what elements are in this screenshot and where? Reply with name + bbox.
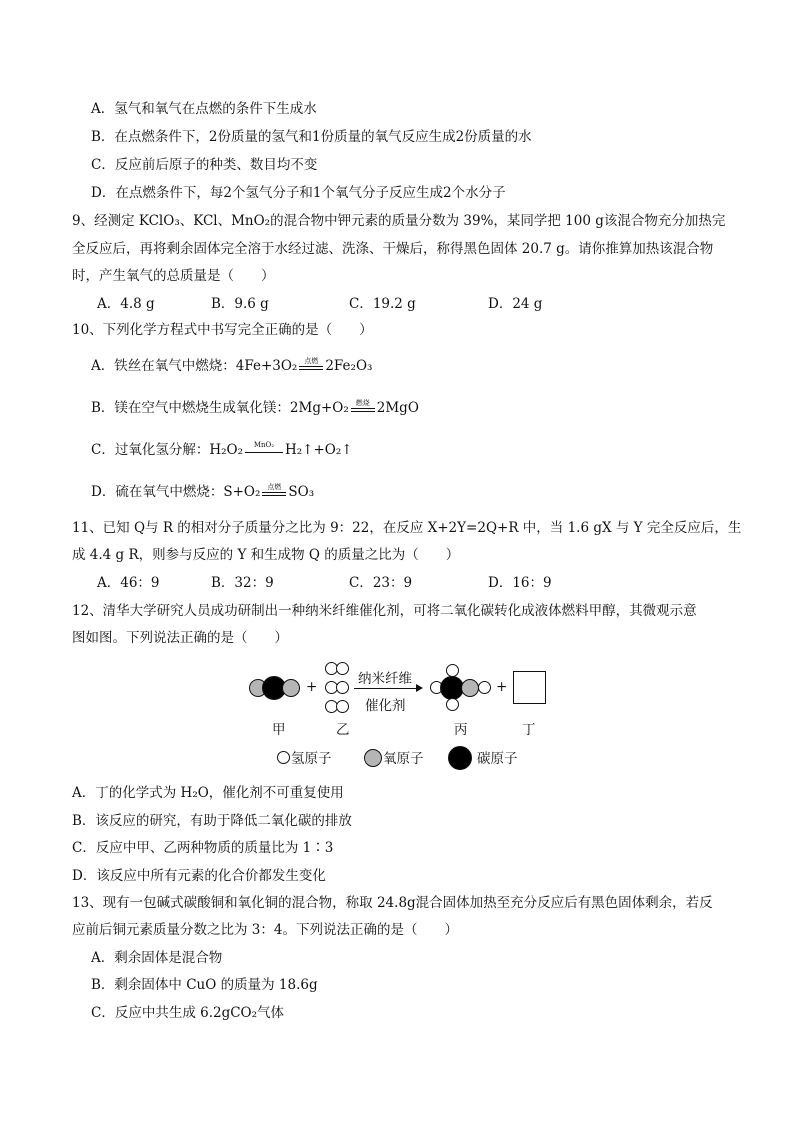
molecule-bing-hydrogen-atom	[430, 681, 443, 694]
q9-choice-b: B．9.6 g	[211, 296, 269, 312]
q9-choice-d: D．24 g	[488, 296, 543, 312]
plus-sign: +	[306, 679, 318, 695]
legend-hydrogen-icon	[277, 751, 290, 764]
molecule-bing-hydrogen-atom	[446, 698, 459, 711]
q9-stem-line-2: 全反应后，再将剩余固体完全溶于水经过滤、洗涤、干燥后，称得黑色固体 20.7 g。请你推算加热该混合物	[72, 241, 714, 257]
q12-stem-line-2: 图如图。下列说法正确的是（ ）	[72, 630, 288, 646]
q8-option-c: C．反应前后原子的种类、数目均不变	[91, 157, 318, 173]
q10-d-condition: 点燃	[267, 482, 282, 491]
molecule-yi-hydrogen-atom	[336, 681, 349, 694]
q11-stem-line-2: 成 4.4 g R，则参与反应的 Y 和生成物 Q 的质量之比为（ ）	[72, 547, 460, 563]
q9-stem-line-3: 时，产生氧气的总质量是（ ）	[72, 268, 275, 284]
q10-b-products: 2MgO	[376, 400, 419, 416]
q10-b-reactants: B．镁在空气中燃烧生成氧化镁：2Mg+O₂	[91, 400, 349, 416]
molecule-jia-oxygen-atom	[282, 679, 300, 697]
label-yi: 乙	[336, 722, 350, 738]
molecule-bing-hydrogen-atom	[478, 681, 491, 694]
q10-b-equals-sign	[350, 399, 376, 419]
q10-d-reactants: D．硫在氧气中燃烧：S+O₂	[91, 484, 261, 500]
legend-carbon-icon	[448, 746, 472, 770]
q12-option-d: D．该反应中所有元素的化合价都发生变化	[72, 868, 326, 884]
q11-choice-c: C．23：9	[349, 575, 413, 591]
q8-option-a: A．氢气和氧气在点燃的条件下生成水	[91, 101, 317, 117]
q10-a-products: 2Fe₂O₃	[325, 358, 373, 374]
legend-oxygen-icon	[364, 749, 382, 767]
molecule-yi-hydrogen-atom	[325, 700, 338, 713]
q13-stem-line-1: 13、现有一包碱式碳酸铜和氧化铜的混合物，称取 24.8g混合固体加热至充分反应后有黑色固体剩余，若反	[72, 895, 713, 911]
q13-option-a: A．剩余固体是混合物	[91, 950, 223, 966]
q10-stem: 10、下列化学方程式中书写完全正确的是（ ）	[72, 322, 373, 338]
q10-option-c	[91, 440, 353, 461]
legend-carbon-label: 碳原子	[477, 751, 518, 767]
molecule-jia-oxygen-atom	[249, 679, 267, 697]
molecule-yi-hydrogen-atom	[325, 662, 338, 675]
label-ding: 丁	[522, 722, 536, 738]
molecule-bing-carbon-atom	[440, 676, 464, 700]
q11-stem-line-1: 11、已知 Q与 R 的相对分子质量分之比为 9：22，在反应 X+2Y=2Q+R 中，当 1.6 gX 与 Y 完全反应后，生	[72, 520, 742, 536]
q8-option-d: D．在点燃条件下，每2个氢气分子和1个氧气分子反应生成2个水分子	[91, 185, 506, 201]
plus-sign: +	[496, 679, 508, 695]
molecule-ding-unknown-box	[513, 671, 546, 704]
q12-option-a: A．丁的化学式为 H₂O，催化剂不可重复使用	[72, 785, 344, 801]
q11-choices	[97, 573, 552, 593]
q9-stem-line-1: 9、经测定 KClO₃、KCl、MnO₂的混合物中钾元素的质量分数为 39%，某同学把 100 g该混合物充分加热完	[72, 213, 726, 229]
q10-d-products: SO₃	[288, 484, 315, 500]
q10-c-condition: MnO₂	[253, 440, 275, 449]
q13-stem-line-2: 应前后铜元素质量分数之比为 3：4。下列说法正确的是（ ）	[72, 922, 458, 938]
q10-c-equals-sign	[244, 441, 284, 461]
q13-option-b: B．剩余固体中 CuO 的质量为 18.6g	[91, 977, 318, 993]
q10-a-reactants: A．铁丝在氧气中燃烧：4Fe+3O₂	[91, 358, 298, 374]
molecule-yi-hydrogen-atom	[325, 681, 338, 694]
q10-a-condition: 点燃	[304, 356, 319, 365]
q12-stem-line-1: 12、清华大学研究人员成功研制出一种纳米纤维催化剂，可将二氧化碳转化成液体燃料甲醇，其微观示意	[72, 603, 697, 619]
reaction-arrow-head	[416, 684, 423, 692]
molecule-jia-carbon-atom	[262, 676, 286, 700]
label-jia: 甲	[272, 722, 286, 738]
reaction-condition-bottom: 催化剂	[365, 698, 406, 714]
q11-choice-b: B．32：9	[211, 575, 274, 591]
q10-a-equals-sign	[298, 357, 324, 377]
q12-option-c: C．反应中甲、乙两种物质的质量比为 1∶3	[72, 840, 334, 856]
q10-c-reactants: C．过氧化氢分解：H₂O₂	[91, 442, 243, 458]
q9-choice-c: C．19.2 g	[349, 296, 416, 312]
q10-option-b	[91, 398, 419, 419]
legend-oxygen-label: 氧原子	[383, 751, 424, 767]
q9-choice-a: A．4.8 g	[97, 296, 155, 312]
q10-d-equals-sign	[261, 483, 287, 503]
molecule-bing-hydrogen-atom	[446, 664, 459, 677]
q9-choices	[97, 294, 542, 314]
legend-hydrogen-label: 氢原子	[291, 751, 332, 767]
molecule-yi-hydrogen-atom	[336, 662, 349, 675]
molecule-bing-oxygen-atom	[461, 679, 479, 697]
q11-choice-a: A．46：9	[97, 575, 160, 591]
label-bing: 丙	[454, 722, 468, 738]
reaction-arrow	[354, 688, 420, 689]
q8-option-b: B．在点燃条件下，2份质量的氢气和1份质量的氧气反应生成2份质量的水	[91, 129, 532, 145]
reaction-condition-top: 纳米纤维	[358, 671, 412, 687]
q10-c-products: H₂↑+O₂↑	[285, 442, 353, 458]
q12-option-b: B．该反应的研究，有助于降低二氧化碳的排放	[72, 813, 352, 829]
q10-option-a	[91, 356, 372, 377]
q13-option-c: C．反应中共生成 6.2gCO₂气体	[91, 1005, 285, 1021]
molecule-yi-hydrogen-atom	[336, 700, 349, 713]
q10-option-d	[91, 482, 314, 503]
q10-b-condition: 燃烧	[355, 398, 370, 407]
q11-choice-d: D．16：9	[488, 575, 552, 591]
